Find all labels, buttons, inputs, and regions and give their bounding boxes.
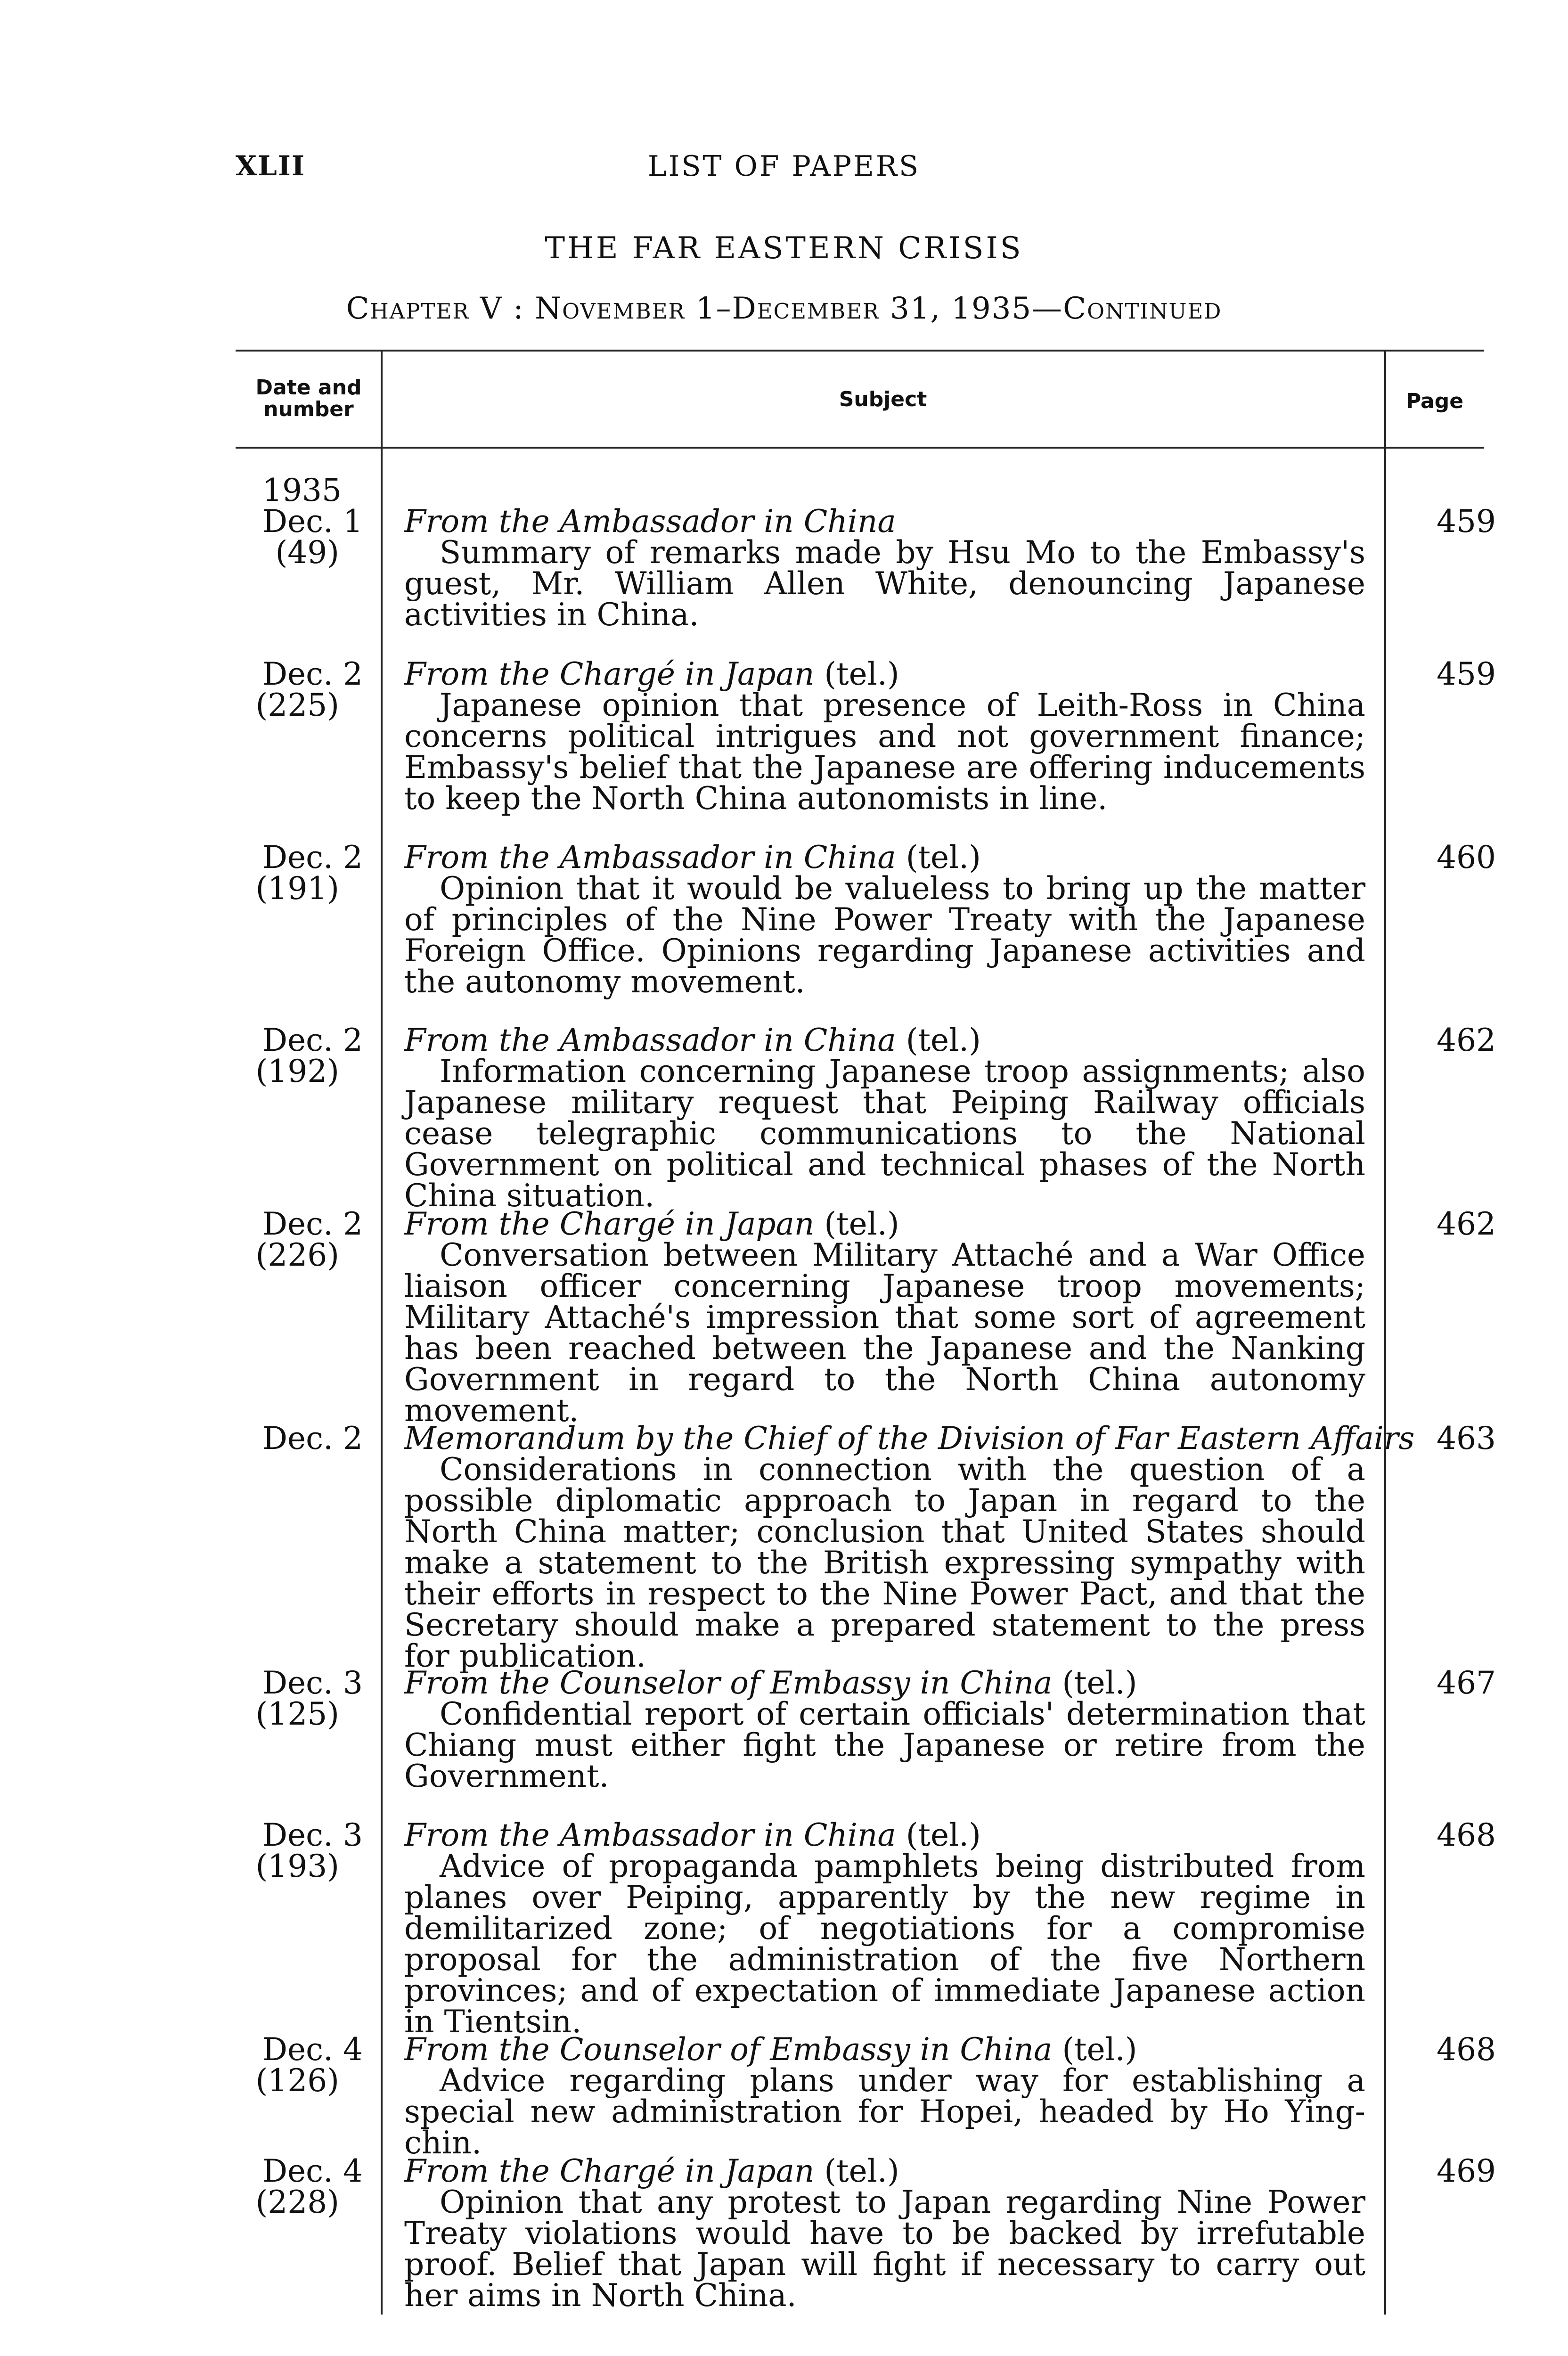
entry-summary: Confidential report of certain officials' determination that Chiang must either fight the Japanese or retire from the Government. <box>404 1696 1365 1794</box>
entry-date: Dec. 4 <box>262 2153 363 2189</box>
header-bottom-rule <box>236 447 1484 449</box>
entry-date-cell <box>212 656 363 723</box>
entry-page: 463 <box>1437 1420 1496 1456</box>
chapter-heading: Chapter V : November 1–December 31, 1935—Continued <box>346 291 1222 326</box>
entry-date: Dec. 3 <box>262 1817 363 1853</box>
entry-summary: Considerations in connection with the question of a possible diplomatic approach to Japan in regard to the North China matter; conclusion that United States should make a statement to the British expressing sympathy with their efforts in respect to the Nine Power Pact, and that the Secretary should make a prepared statement to the press for publication. <box>404 1451 1365 1674</box>
entry-source <box>404 839 1365 875</box>
entry-source <box>404 2031 1365 2068</box>
table-top-rule <box>236 350 1484 352</box>
entry-page: 462 <box>1437 1022 1496 1058</box>
entry-subject <box>404 2153 1365 2314</box>
entry-number: (125) <box>255 1696 339 1732</box>
entry-date: Dec. 3 <box>262 1665 363 1701</box>
entry-source <box>404 503 1365 540</box>
entry-source-name: From the Ambassador in China <box>404 503 896 540</box>
entry-date: Dec. 4 <box>262 2031 363 2068</box>
entry-summary: Information concerning Japanese troop assignments; also Japanese military request that Peiping Railway officials cease telegraphic communications to the National Government on political and technical phases of the North China situation. <box>404 1053 1365 1214</box>
entry-number: (126) <box>255 2062 339 2099</box>
entry-number: (191) <box>255 870 339 907</box>
entry-source <box>404 1022 1365 1058</box>
entry-subject <box>404 2031 1365 2161</box>
entry-source-tel: (tel.) <box>896 1022 981 1058</box>
entry-page: 467 <box>1437 1665 1496 1701</box>
entry-source-name: From the Ambassador in China <box>404 839 896 875</box>
entry-subject <box>404 656 1365 817</box>
entry-date-cell <box>212 1420 363 1456</box>
entry-page: 468 <box>1437 2031 1496 2068</box>
entry-source-name: Memorandum by the Chief of the Division of Far Eastern Affairs <box>404 1420 1415 1456</box>
entry-date-cell <box>212 1817 363 1884</box>
year-label: 1935 <box>262 472 342 508</box>
entry-summary: Advice regarding plans under way for establishing a special new administration for Hopei, headed by Ho Ying-chin. <box>404 2062 1365 2161</box>
entry-source-name: From the Ambassador in China <box>404 1022 896 1058</box>
entry-date-cell <box>212 503 363 571</box>
entry-source-name: From the Chargé in Japan <box>404 656 815 692</box>
entry-source-tel: (tel.) <box>814 1206 899 1242</box>
entry-source-name: From the Chargé in Japan <box>404 2153 815 2189</box>
entry-date-cell <box>212 1022 363 1089</box>
entry-date: Dec. 1 <box>262 503 363 540</box>
entry-date: Dec. 2 <box>262 1022 363 1058</box>
entry-source-name: From the Ambassador in China <box>404 1817 896 1853</box>
entry-date: Dec. 2 <box>262 1206 363 1242</box>
entry-summary: Japanese opinion that presence of Leith-Ross in China concerns political intrigues and not government finance; Embassy's belief that the Japanese are offering inducements to keep the North China autonomists in line. <box>404 687 1365 817</box>
entry-number: (228) <box>255 2184 339 2220</box>
entry-source-tel: (tel.) <box>896 1817 981 1853</box>
entry-subject <box>404 1817 1365 2040</box>
entry-source-name: From the Chargé in Japan <box>404 1206 815 1242</box>
entry-page: 460 <box>1437 839 1496 875</box>
entry-page: 459 <box>1437 503 1496 540</box>
entry-date: Dec. 2 <box>262 656 363 692</box>
entry-source <box>404 1420 1415 1456</box>
entry-subject <box>404 503 1365 633</box>
entry-summary: Opinion that any protest to Japan regarding Nine Power Treaty violations would have to be backed by irrefutable proof. Belief that Japan will fight if necessary to carry out her aims in North China. <box>404 2184 1365 2314</box>
column-header-date: Date and number <box>255 376 362 421</box>
entry-number: (225) <box>255 687 339 723</box>
entry-summary: Conversation between Military Attaché and a War Office liaison officer concerning Japanese troop movements; Military Attaché's impression that some sort of agreement has been reached between the Japanese and the Nanking Government in regard to the North China autonomy movement. <box>404 1237 1365 1429</box>
entry-date-cell <box>212 2031 363 2099</box>
running-head: LIST OF PAPERS <box>647 150 921 183</box>
entry-number: (226) <box>255 1237 339 1273</box>
entry-source-tel: (tel.) <box>1052 2031 1137 2068</box>
entry-page: 468 <box>1437 1817 1496 1853</box>
entry-page: 469 <box>1437 2153 1496 2189</box>
entry-date: Dec. 2 <box>262 839 363 875</box>
entry-number: (193) <box>255 1848 339 1884</box>
entry-date-cell <box>212 839 363 907</box>
entry-number: (49) <box>275 534 339 571</box>
entry-page: 462 <box>1437 1206 1496 1242</box>
entry-summary: Opinion that it would be valueless to bring up the matter of principles of the Nine Power Treaty with the Japanese Foreign Office. Opinions regarding Japanese activities and the autonomy movement. <box>404 870 1365 1000</box>
entry-source <box>404 2153 1365 2189</box>
column-header-page: Page <box>1405 389 1464 413</box>
entry-date: Dec. 2 <box>262 1420 363 1456</box>
entry-page: 459 <box>1437 656 1496 692</box>
entry-subject <box>404 839 1365 1000</box>
entry-date-cell <box>212 1665 363 1732</box>
entry-source-tel: (tel.) <box>814 656 899 692</box>
entry-source <box>404 1665 1365 1701</box>
entry-source <box>404 1817 1365 1853</box>
entry-source <box>404 656 1365 692</box>
entry-date-cell <box>212 1206 363 1273</box>
entry-summary: Advice of propaganda pamphlets being distributed from planes over Peiping, apparently by the new regime in demilitarized zone; of negotiations for a compromise proposal for the administration of the five Northern provinces; and of expectation of immediate Japanese action in Tientsin. <box>404 1848 1365 2040</box>
entry-subject <box>404 1665 1365 1794</box>
column-divider-page <box>1384 351 1386 2315</box>
entry-subject <box>404 1206 1365 1429</box>
entry-source <box>404 1206 1365 1242</box>
section-title: THE FAR EASTERN CRISIS <box>545 231 1023 266</box>
entry-source-tel: (tel.) <box>896 839 981 875</box>
entry-subject <box>404 1022 1365 1214</box>
column-header-subject: Subject <box>839 387 927 411</box>
entry-subject <box>404 1420 1415 1674</box>
entry-source-name: From the Counselor of Embassy in China <box>404 1665 1053 1701</box>
entry-source-tel: (tel.) <box>1052 1665 1137 1701</box>
folio: XLII <box>236 150 306 182</box>
entry-source-name: From the Counselor of Embassy in China <box>404 2031 1053 2068</box>
entry-summary: Summary of remarks made by Hsu Mo to the Embassy's guest, Mr. William Allen White, denouncing Japanese activities in China. <box>404 534 1365 633</box>
entry-number: (192) <box>255 1053 339 1089</box>
entry-source-tel: (tel.) <box>814 2153 899 2189</box>
column-divider-date <box>381 351 383 2315</box>
entry-date-cell <box>212 2153 363 2220</box>
